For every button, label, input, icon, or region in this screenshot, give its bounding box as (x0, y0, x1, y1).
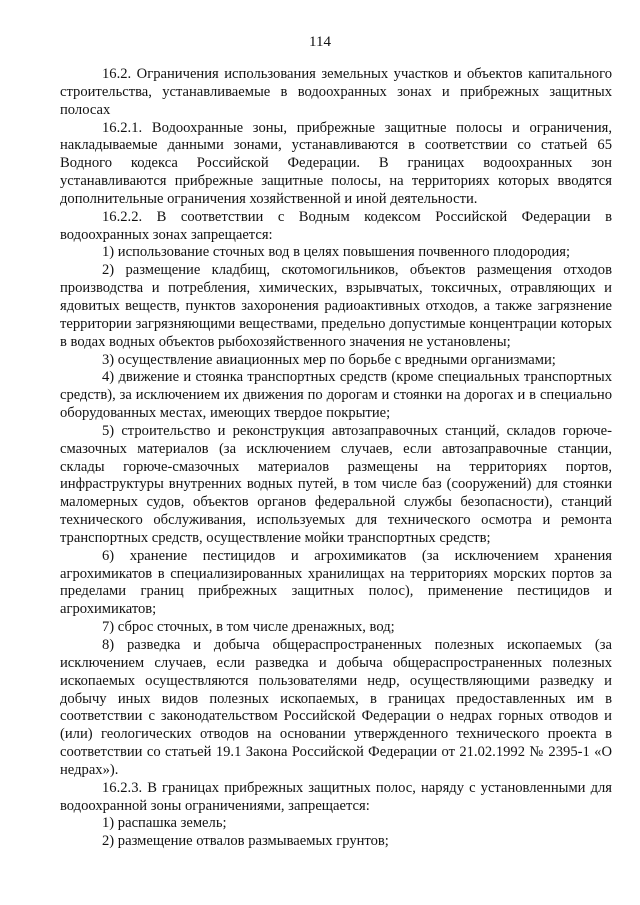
page-number: 114 (309, 34, 331, 50)
paragraph-16-2-2: 16.2.2. В соответствии с Водным кодексом Российской Федерации в водоохранных зонах запрещается: (60, 208, 612, 243)
section-heading-16-2: 16.2. Ограничения использования земельных участков и объектов капитального строительства, устанавливаемые в водоохранных зонах и прибрежных защитных полосах (60, 66, 612, 118)
list-item-4: 4) движение и стоянка транспортных средств (кроме специальных транспортных средств), за исключением их движения по дорогам и стоянки на дорогах и в специально оборудованных местах, имеющих твердое покрытие; (60, 369, 612, 422)
paragraph-16-2-1: 16.2.1. Водоохранные зоны, прибрежные защитные полосы и ограничения, накладываемые данными зонами, устанавливаются в соответствии со статьей 65 Водного кодекса Российской Федерации. В границах водоохранных зон устанавливаются прибрежные защитные полосы, на территориях которых вводятся дополнительные ограничения хозяйственной и иной деятельности. (60, 119, 612, 207)
document-body (60, 66, 612, 851)
list-item-5: 5) строительство и реконструкция автозаправочных станций, складов горюче-смазочных материалов (за исключением случаев, если автозаправочные станции, склады горюче-смазочных материалов размещены на территориях портов, инфраструктуры внутренних водных путей, в том числе баз (сооружений) для стоянки маломерных судов, объектов органов федеральной службы безопасности), станций технического обслуживания, используемых для технического осмотра и ремонта транспортных средств, осуществление мойки транспортных средств; (60, 422, 612, 546)
list-item-3: 3) осуществление авиационных мер по борьбе с вредными организмами; (102, 351, 556, 368)
list-item-7: 7) сброс сточных, в том числе дренажных, вод; (102, 619, 395, 636)
list-item-6: 6) хранение пестицидов и агрохимикатов (за исключением хранения агрохимикатов в специализированных хранилищах на территориях морских портов за пределами границ прибрежных защитных полос), применение пестицидов и агрохимикатов; (60, 547, 612, 618)
list-item-8: 8) разведка и добыча общераспространенных полезных ископаемых (за исключением случаев, если разведка и добыча общераспространенных полезных ископаемых осуществляются пользователями недр, осуществляющими разведку и добычу иных видов полезных ископаемых, в границах предоставленных им в соответствии с законодательством Российской Федерации о недрах горных отводов и (или) геологических отводов на основании утвержденного технического проекта в соответствии со статьей 19.1 Закона Российской Федерации от 21.02.1992 № 2395-1 «О недрах»). (60, 637, 612, 778)
list-item-2: 2) размещение кладбищ, скотомогильников, объектов размещения отходов производства и потребления, химических, взрывчатых, токсичных, отравляющих и ядовитых веществ, пунктов захоронения радиоактивных отходов, а также загрязнение территории загрязняющими веществами, предельно допустимые концентрации которых в водах водных объектов рыбохозяйственного значения не установлены; (60, 262, 612, 350)
list-item-1-coastal: 1) распашка земель; (102, 815, 227, 832)
paragraph-16-2-3: 16.2.3. В границах прибрежных защитных полос, наряду с установленными для водоохранной зоны ограничениями, запрещается: (60, 779, 612, 814)
list-item-2-coastal: 2) размещение отвалов размываемых грунтов; (102, 833, 389, 850)
list-item-1: 1) использование сточных вод в целях повышения почвенного плодородия; (102, 244, 571, 261)
